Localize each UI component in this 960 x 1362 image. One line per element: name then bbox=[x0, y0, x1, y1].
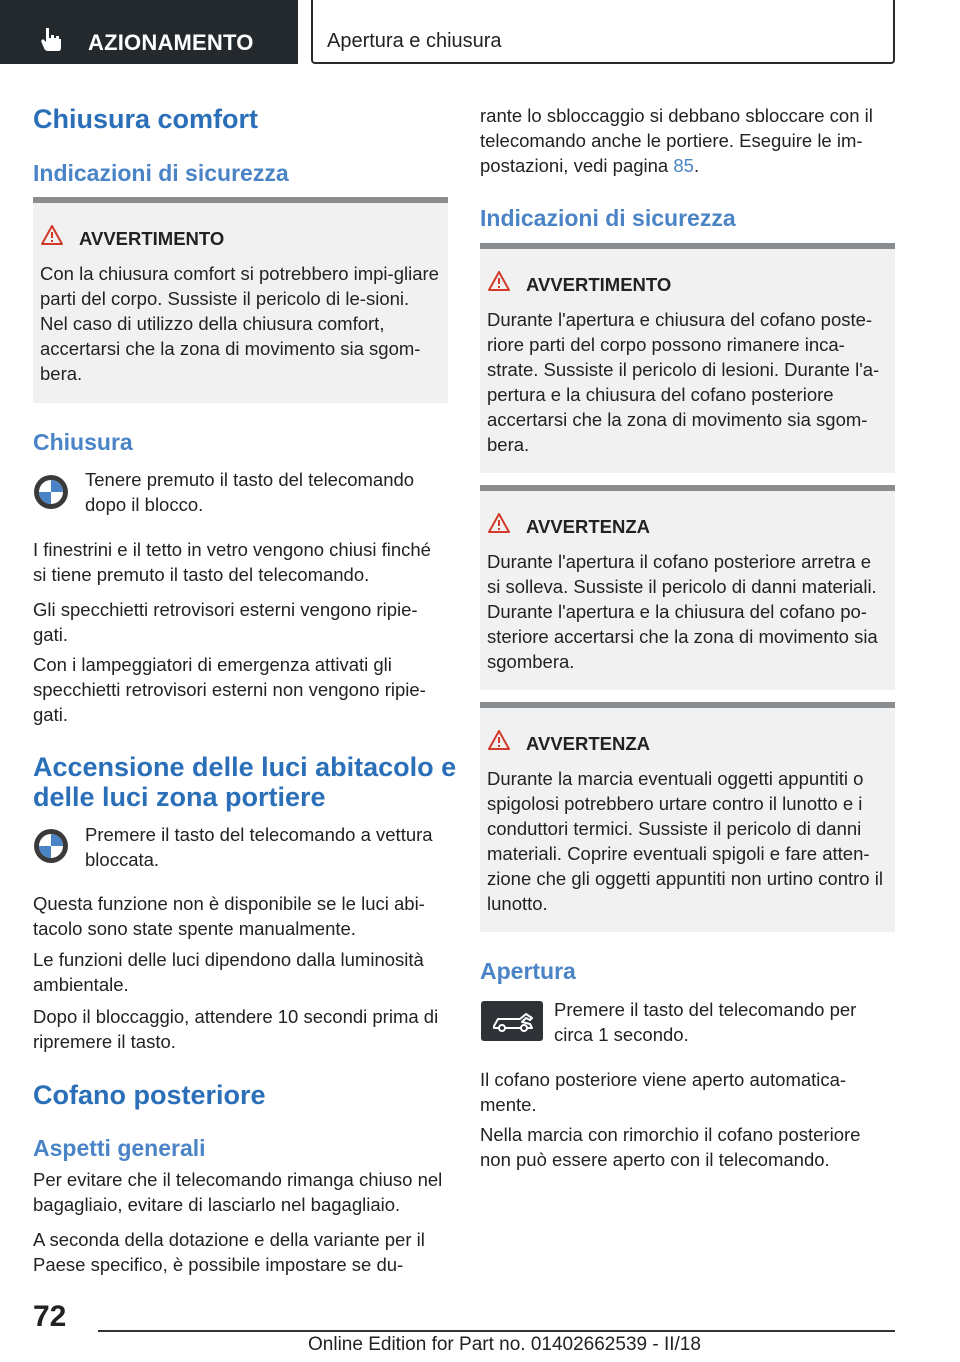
lights-paragraph-3: Dopo il bloccaggio, attendere 10 secondi prima di ripremere il tasto. bbox=[33, 1006, 439, 1052]
footer-edition: Online Edition for Part no. 01402662539 - II/18 bbox=[308, 1334, 701, 1355]
closing-paragraph-3: Con i lampeggiatori di emergenza attivati gli specchietti retrovisori esterni non vengono ripie-gati. bbox=[33, 654, 426, 725]
page-number: 72 bbox=[33, 1300, 67, 1333]
warning-label: AVVERTIMENTO bbox=[526, 274, 672, 295]
notice-box bbox=[480, 702, 895, 932]
warning-triangle-icon bbox=[488, 730, 510, 750]
lights-icon-text: Premere il tasto del telecomando a vettura bloccata. bbox=[85, 824, 433, 870]
bmw-logo-icon bbox=[33, 474, 69, 510]
heading-lights-l1: Accensione delle luci abitacolo e bbox=[33, 752, 457, 782]
heading-safety-notes: Indicazioni di sicurezza bbox=[33, 160, 289, 186]
closing-paragraph-2: Gli specchietti retrovisori esterni vengono ripie-gati. bbox=[33, 599, 418, 645]
notice-text: Durante la marcia eventuali oggetti appuntiti o spigolosi potrebbero urtare contro il lunotto e i conduttori termici. Sussiste il pericolo di danni materiali. Coprire eventuali spigoli e fare atten-zione che gli oggetti appuntiti non urtino contro il lunotto. bbox=[487, 768, 883, 914]
footer-divider bbox=[98, 1330, 895, 1332]
warning-triangle-icon bbox=[488, 513, 510, 533]
tailgate-car-icon bbox=[480, 1000, 544, 1042]
heading-comfort-closing: Chiusura comfort bbox=[33, 104, 259, 134]
general-paragraph-2: A seconda della dotazione e della variante per il Paese specifico, è possibile impostare se du- bbox=[33, 1229, 425, 1275]
chapter-title: Apertura e chiusura bbox=[327, 30, 502, 52]
heading-closing: Chiusura bbox=[33, 429, 133, 455]
notice-label: AVVERTENZA bbox=[526, 733, 651, 754]
notice-label: AVVERTENZA bbox=[526, 516, 651, 537]
heading-safety-notes-right: Indicazioni di sicurezza bbox=[480, 205, 736, 231]
section-tab bbox=[0, 0, 298, 64]
warning-text: Con la chiusura comfort si potrebbero impi-gliare parti del corpo. Sussiste il pericolo di le-sioni. Nel caso di utilizzo della chiusura comfort, accertarsi che la zona di movimento sia sgom-bera. bbox=[40, 263, 439, 384]
page-link[interactable]: 85 bbox=[673, 155, 694, 176]
warning-box bbox=[33, 197, 448, 403]
closing-icon-text: Tenere premuto il tasto del telecomando dopo il blocco. bbox=[85, 469, 415, 515]
continued-end: . bbox=[693, 155, 700, 176]
section-title: AZIONAMENTO bbox=[88, 30, 254, 55]
bmw-logo-icon bbox=[33, 828, 69, 864]
opening-paragraph-2: Nella marcia con rimorchio il cofano posteriore non può essere aperto con il telecomando. bbox=[480, 1124, 861, 1170]
general-paragraph-1: Per evitare che il telecomando rimanga chiuso nel bagagliaio, evitare di lasciarlo nel bagagliaio. bbox=[33, 1169, 443, 1215]
lights-paragraph-2: Le funzioni delle luci dipendono dalla luminosità ambientale. bbox=[33, 949, 424, 995]
lights-paragraph-1: Questa funzione non è disponibile se le luci abi-tacolo sono state spente manualmente. bbox=[33, 893, 425, 939]
warning-text: Durante l'apertura e chiusura del cofano poste-riore parti del corpo possono rimanere inca-strate. Sussiste il pericolo di lesioni. Durante l'a-pertura e la chiusura del cofano posteriore accertarsi che la zona di movimento sia sgom-bera. bbox=[487, 309, 880, 455]
continued-paragraph bbox=[480, 103, 896, 178]
closing-paragraph-1: I finestrini e il tetto in vetro vengono chiusi finché si tiene premuto il tasto del telecomando. bbox=[33, 539, 431, 585]
continued-text: rante lo sbloccaggio si debbano sbloccare con il telecomando anche le portiere. Eseguire le im-postazioni, vedi pagina bbox=[480, 105, 873, 176]
chapter-tab bbox=[311, 0, 895, 64]
warning-triangle-icon bbox=[488, 271, 510, 291]
heading-general: Aspetti generali bbox=[33, 1135, 206, 1161]
heading-opening: Apertura bbox=[480, 958, 576, 984]
opening-paragraph-1: Il cofano posteriore viene aperto automatica-mente. bbox=[480, 1069, 847, 1115]
hand-pointer-icon bbox=[38, 26, 64, 52]
notice-text: Durante l'apertura il cofano posteriore arretra e si solleva. Sussiste il pericolo di danni materiali. Durante l'apertura e la chiusura del cofano po-steriore accertarsi che la zona di movimento sia sgombera. bbox=[487, 551, 878, 672]
warning-label: AVVERTIMENTO bbox=[79, 228, 225, 249]
warning-triangle-icon bbox=[41, 225, 63, 245]
heading-lights-l2: delle luci zona portiere bbox=[33, 782, 326, 812]
heading-tailgate: Cofano posteriore bbox=[33, 1080, 266, 1110]
notice-box bbox=[480, 485, 895, 690]
opening-icon-text: Premere il tasto del telecomando per circa 1 secondo. bbox=[554, 999, 857, 1045]
warning-box bbox=[480, 243, 895, 473]
